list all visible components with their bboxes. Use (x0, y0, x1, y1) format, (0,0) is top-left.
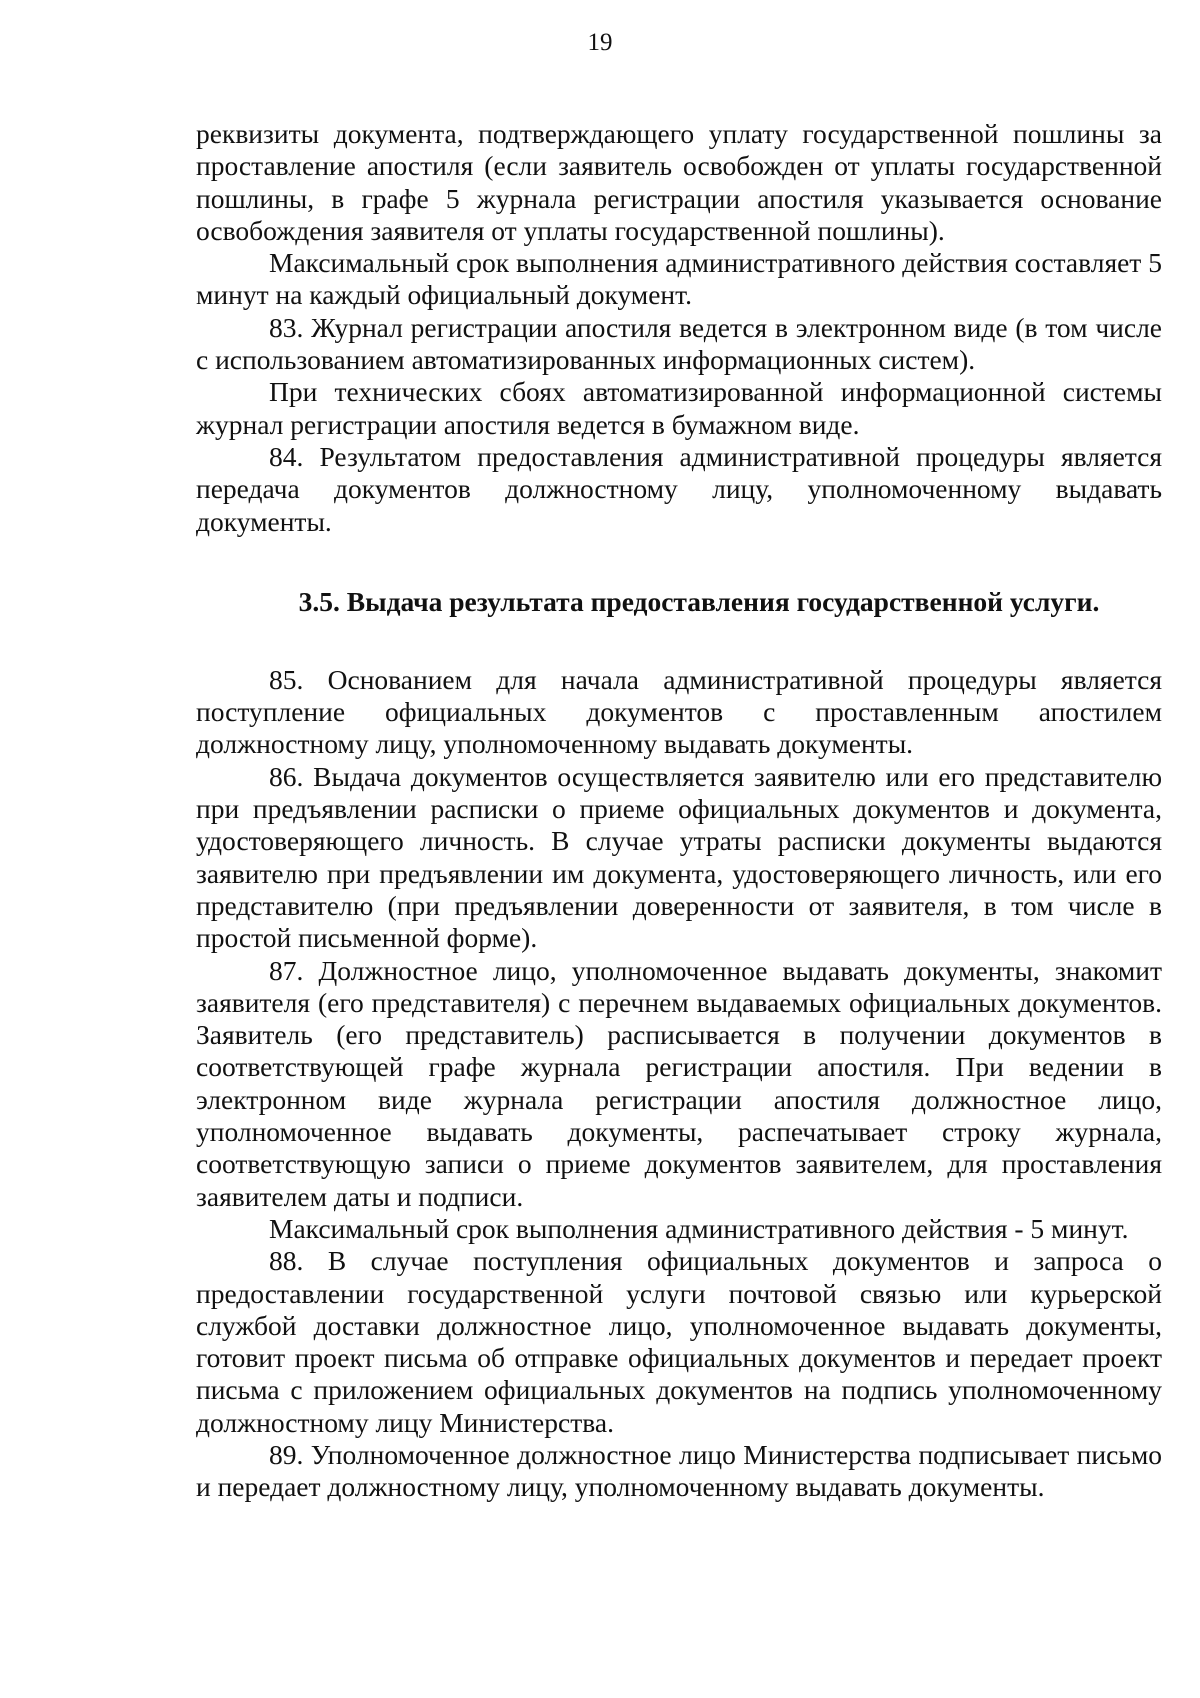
paragraph-83: 83. Журнал регистрации апостиля ведется в электронном виде (в том числе с использованием автоматизированных информационных систем). (196, 311, 1162, 376)
document-body (196, 118, 1162, 1504)
page-number: 19 (587, 29, 613, 56)
paragraph-84: 84. Результатом предоставления административной процедуры является передача документов должностному лицу, уполномоченному выдавать документы. (196, 440, 1162, 537)
paragraph-max-time-5-min: Максимальный срок выполнения административного действия - 5 минут. (269, 1212, 1129, 1244)
paragraph-continuation: реквизиты документа, подтверждающего уплату государственной пошлины за проставление апостиля (если заявитель освобожден от уплаты государственной пошлины, в графе 5 журнала регистрации апостиля указывается основание освобождения заявителя от уплаты государственной пошлины). (196, 118, 1162, 246)
paragraph-technical-failures: При технических сбоях автоматизированной информационной системы журнал регистрации апостиля ведется в бумажном виде. (196, 376, 1162, 440)
section-heading: 3.5. Выдача результата предоставления государственной услуги. (298, 585, 1100, 617)
paragraph-86: 86. Выдача документов осуществляется заявителю или его представителю при предъявлении расписки о приеме официальных документов и документа, удостоверяющего личность. В случае утраты расписки документы выдаются заявителю при предъявлении им документа, удостоверяющего личность, или его представителю (при предъявлении доверенности от заявителя, в том числе в простой письменной форме). (196, 760, 1162, 954)
paragraph-max-time: Максимальный срок выполнения административного действия составляет 5 минут на каждый официальный документ. (196, 247, 1162, 311)
paragraph-87: 87. Должностное лицо, уполномоченное выдавать документы, знакомит заявителя (его представителя) с перечнем выдаваемых официальных документов. Заявитель (его представитель) расписывается в получении документов в соответствующей графе журнала регистрации апостиля. При ведении в электронном виде журнала регистрации апостиля должностное лицо, уполномоченное выдавать документы, распечатывает строку журнала, соответствующую записи о приеме документов заявителем, для проставления заявителем даты и подписи. (196, 954, 1162, 1212)
paragraph-88: 88. В случае поступления официальных документов и запроса о предоставлении государственной услуги почтовой связью или курьерской службой доставки должностное лицо, уполномоченное выдавать документы, готовит проект письма об отправке официальных документов и передает проект письма с приложением официальных документов на подпись уполномоченному должностному лицу Министерства. (196, 1245, 1162, 1438)
paragraph-85: 85. Основанием для начала административной процедуры является поступление официальных документов с проставленным апостилем должностному лицу, уполномоченному выдавать документы. (196, 663, 1162, 760)
paragraph-89: 89. Уполномоченное должностное лицо Министерства подписывает письмо и передает должностному лицу, уполномоченному выдавать документы. (196, 1438, 1162, 1503)
